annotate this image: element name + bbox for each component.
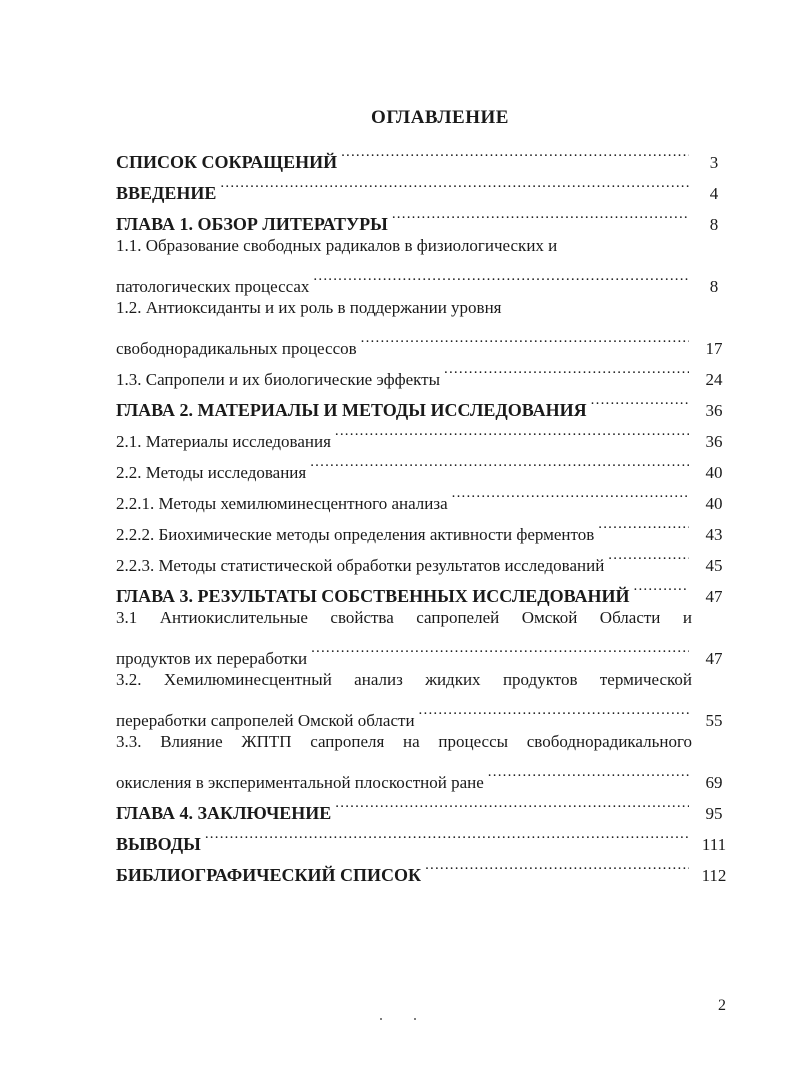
toc-entry-label: ГЛАВА 3. РЕЗУЛЬТАТЫ СОБСТВЕННЫХ ИССЛЕДОВАНИЙ (116, 586, 630, 606)
toc-entry-label: патологических процессах (116, 277, 310, 296)
toc-entry-bibliography[interactable] (116, 850, 736, 885)
toc-entry-page: 43 (705, 525, 723, 544)
dot-leader (444, 354, 689, 385)
toc-entry-page: 36 (705, 432, 723, 451)
toc-entry-line: 3.2. Хемилюминесцентный анализ жидких продуктов термической (116, 670, 692, 689)
page-number: 2 (718, 997, 726, 1014)
toc-entry-page: 17 (705, 339, 723, 358)
dot-leader (425, 850, 689, 881)
toc-entry-conclusions[interactable] (116, 819, 736, 854)
toc-entry-introduction[interactable] (116, 168, 736, 203)
toc-entry-line: 3.3. Влияние ЖПТП сапропеля на процессы свободнорадикального (116, 732, 692, 751)
dot-leader (335, 416, 689, 447)
dot-leader (419, 695, 689, 726)
toc-entry-page: 111 (701, 835, 727, 854)
dot-leader (220, 168, 689, 199)
toc-entry-label: 2.2.1. Методы хемилюминесцентного анализа (116, 494, 448, 513)
toc-entry-page: 45 (705, 556, 723, 575)
toc-entry-label: ГЛАВА 1. ОБЗОР ЛИТЕРАТУРЫ (116, 214, 388, 234)
toc-entry-1-3[interactable] (116, 354, 736, 389)
toc-entry-label: переработки сапропелей Омской области (116, 711, 415, 730)
toc-entry-2-2-2[interactable] (116, 509, 736, 544)
toc-entry-chapter-1[interactable] (116, 199, 736, 234)
toc-entry-2-1[interactable] (116, 416, 736, 451)
dot-leader (205, 819, 689, 850)
toc-entry-label: 2.2.3. Методы статистической обработки результатов исследований (116, 556, 605, 575)
toc-entry-chapter-2[interactable] (116, 385, 736, 420)
toc-entry-page: 8 (709, 215, 719, 234)
dot-leader (598, 509, 689, 540)
toc-entry-label: СПИСОК СОКРАЩЕНИЙ (116, 152, 338, 172)
toc-entry-line: 3.1 Антиокислительные свойства сапропелей Омской Области и (116, 608, 692, 627)
dot-leader (335, 788, 689, 819)
dot-leader (341, 137, 689, 168)
toc-entry-page: 40 (705, 494, 723, 513)
dot-leader (313, 261, 689, 292)
toc-entry-line: 1.1. Образование свободных радикалов в физиологических и (116, 236, 558, 255)
toc-entry-page: 36 (705, 401, 723, 420)
toc-entry-label: ГЛАВА 4. ЗАКЛЮЧЕНИЕ (116, 803, 332, 823)
dot-leader (392, 199, 689, 230)
toc-entry-2-2-1[interactable] (116, 478, 736, 513)
toc-entry-page: 55 (705, 711, 723, 730)
dot-leader (488, 757, 689, 788)
toc-entry-label: 2.2. Методы исследования (116, 463, 307, 482)
dot-leader (310, 447, 689, 478)
toc-entry-label: продуктов их переработки (116, 649, 308, 668)
toc-entry-2-2-3[interactable] (116, 540, 736, 575)
dot-leader (361, 323, 689, 354)
toc-entry-label: 2.2.2. Биохимические методы определения активности ферментов (116, 525, 595, 544)
toc-entry-label: ГЛАВА 2. МАТЕРИАЛЫ И МЕТОДЫ ИССЛЕДОВАНИЯ (116, 400, 587, 420)
dot-leader (608, 540, 689, 571)
toc-entry-label: 2.1. Материалы исследования (116, 432, 331, 451)
scan-speck (380, 1018, 382, 1020)
toc-entry-chapter-4[interactable] (116, 788, 736, 823)
dot-leader (452, 478, 689, 509)
toc-entry-2-2[interactable] (116, 447, 736, 482)
toc-entry-label: 1.3. Сапропели и их биологические эффекты (116, 370, 441, 389)
toc-entry-page: 69 (705, 773, 723, 792)
toc-entry-page: 47 (705, 649, 723, 668)
toc-entry-page: 4 (709, 184, 719, 203)
dot-leader (634, 571, 690, 602)
dot-leader (591, 385, 689, 416)
toc-entry-page: 112 (701, 866, 727, 885)
toc-entry-page: 47 (705, 587, 723, 606)
toc-entry-label: ВВЕДЕНИЕ (116, 183, 217, 203)
toc-title: ОГЛАВЛЕНИЕ (371, 107, 509, 128)
toc-entry-label: свободнорадикальных процессов (116, 339, 357, 358)
toc-entry-line: 1.2. Антиоксиданты и их роль в поддержании уровня (116, 298, 502, 317)
toc-entry-page: 24 (705, 370, 723, 389)
scan-speck (414, 1018, 416, 1020)
toc-entry-chapter-3[interactable] (116, 571, 736, 606)
table-of-contents (116, 137, 736, 885)
toc-entry-label: БИБЛИОГРАФИЧЕСКИЙ СПИСОК (116, 865, 422, 885)
toc-entry-label: окисления в экспериментальной плоскостной ране (116, 773, 484, 792)
toc-entry-abbreviations[interactable] (116, 137, 736, 172)
toc-entry-label: ВЫВОДЫ (116, 834, 201, 854)
toc-entry-page: 8 (709, 277, 719, 296)
toc-entry-page: 40 (705, 463, 723, 482)
dot-leader (311, 633, 689, 664)
toc-entry-page: 3 (709, 153, 719, 172)
toc-entry-page: 95 (705, 804, 723, 823)
